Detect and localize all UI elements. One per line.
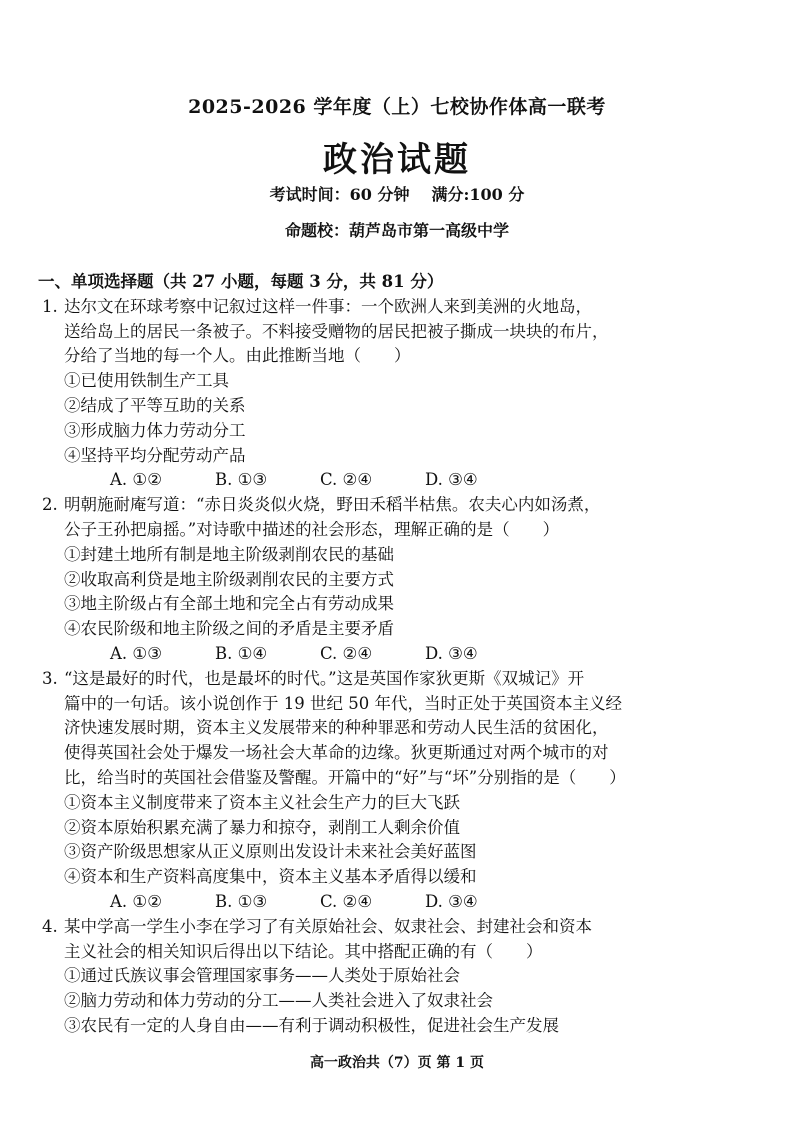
full-score: 满分:100 分 [431, 185, 525, 204]
option-b: B. ①④ [215, 643, 268, 663]
statement-item: ③地主阶级占有全部土地和完全占有劳动成果 [64, 594, 394, 614]
option-d: D. ③④ [425, 470, 478, 490]
question-number: 3. [42, 668, 58, 688]
question-number: 2. [42, 495, 58, 515]
statement-item: ②结成了平等互助的关系 [64, 395, 246, 415]
option-d: D. ③④ [425, 891, 478, 911]
page-footer: 高一政治共（7）页 第 1 页 [309, 1055, 485, 1071]
answer-options [42, 642, 742, 667]
question-stem-line: 使得英国社会处于爆发一场社会大革命的边缘。狄更斯通过对两个城市的对 [64, 743, 609, 763]
question-stem-line: 送给岛上的居民一条被子。不料接受赠物的居民把被子撕成一块块的布片， [64, 321, 609, 341]
option-c: C. ②④ [320, 643, 373, 663]
statement-item: ④坚持平均分配劳动产品 [64, 445, 246, 465]
statement-item: ①封建土地所有制是地主阶级剥削农民的基础 [64, 544, 394, 564]
question-2 [42, 493, 742, 667]
answer-options [42, 890, 742, 915]
question-stem-line: 济快速发展时期，资本主义发展带来的种种罪恶和劳动人民生活的贫困化， [64, 718, 609, 738]
question-number: 4. [42, 916, 58, 936]
question-stem-line: 分给了当地的每一个人。由此推断当地（ ） [64, 346, 411, 366]
exam-time: 考试时间：60 分钟 [269, 185, 410, 204]
question-stem-line: 4. 某中学高一学生小李在学习了有关原始社会、奴隶社会、封建社会和资本 [42, 915, 742, 940]
question-stem-line: 比，给当时的英国社会借鉴及警醒。开篇中的“好”与“坏”分别指的是（ ） [64, 767, 626, 787]
question-stem-line: 1. 达尔文在环球考察中记叙过这样一件事：一个欧洲人来到美洲的火地岛， [42, 295, 742, 320]
subject-title: 政治试题 [323, 140, 471, 180]
question-stem-line: 3. “这是最好的时代，也是最坏的时代。”这是英国作家狄更斯《双城记》开 [42, 667, 742, 692]
option-b: B. ①③ [215, 470, 268, 490]
option-b: B. ①③ [215, 891, 268, 911]
option-a: A. ①② [110, 470, 162, 490]
question-stem-line: 主义社会的相关知识后得出以下结论。其中搭配正确的有（ ） [64, 941, 543, 961]
question-4 [42, 915, 742, 1039]
question-stem-line: 篇中的一句话。该小说创作于 19 世纪 50 年代，当时正处于英国资本主义经 [64, 693, 622, 713]
statement-item: ②资本原始积累充满了暴力和掠夺，剥削工人剩余价值 [64, 817, 460, 837]
statement-item: ①通过氏族议事会管理国家事务——人类处于原始社会 [64, 966, 460, 986]
statement-item: ②脑力劳动和体力劳动的分工——人类社会进入了奴隶社会 [64, 991, 493, 1011]
statement-item: ①资本主义制度带来了资本主义社会生产力的巨大飞跃 [64, 792, 460, 812]
answer-options [42, 468, 742, 493]
exam-title: 2025-2026 学年度（上）七校协作体高一联考 [188, 96, 606, 118]
statement-item: ①已使用铁制生产工具 [64, 371, 229, 391]
question-3 [42, 667, 742, 915]
section-heading: 一、单项选择题（共 27 小题，每题 3 分，共 81 分） [38, 272, 444, 291]
option-c: C. ②④ [320, 891, 373, 911]
statement-item: ④资本和生产资料高度集中，资本主义基本矛盾得以缓和 [64, 867, 477, 887]
option-c: C. ②④ [320, 470, 373, 490]
statement-item: ③农民有一定的人身自由——有利于调动积极性，促进社会生产发展 [64, 1015, 559, 1035]
statement-item: ③资产阶级思想家从正义原则出发设计未来社会美好蓝图 [64, 842, 477, 862]
question-stem-line: 公子王孙把扇摇。”对诗歌中描述的社会形态，理解正确的是（ ） [64, 519, 560, 539]
question-1 [42, 295, 742, 493]
option-d: D. ③④ [425, 643, 478, 663]
setter-school: 命题校：葫芦岛市第一高级中学 [284, 221, 509, 240]
exam-info [0, 182, 794, 205]
option-a: A. ①② [110, 891, 162, 911]
question-body [38, 270, 742, 1039]
statement-item: ④农民阶级和地主阶级之间的矛盾是主要矛盾 [64, 619, 394, 639]
question-number: 1. [42, 296, 58, 316]
statement-item: ②收取高利贷是地主阶级剥削农民的主要方式 [64, 569, 394, 589]
question-stem-line: 2. 明朝施耐庵写道：“赤日炎炎似火烧，野田禾稻半枯焦。农夫心内如汤煮， [42, 493, 742, 518]
statement-item: ③形成脑力体力劳动分工 [64, 420, 246, 440]
option-a: A. ①③ [110, 643, 162, 663]
